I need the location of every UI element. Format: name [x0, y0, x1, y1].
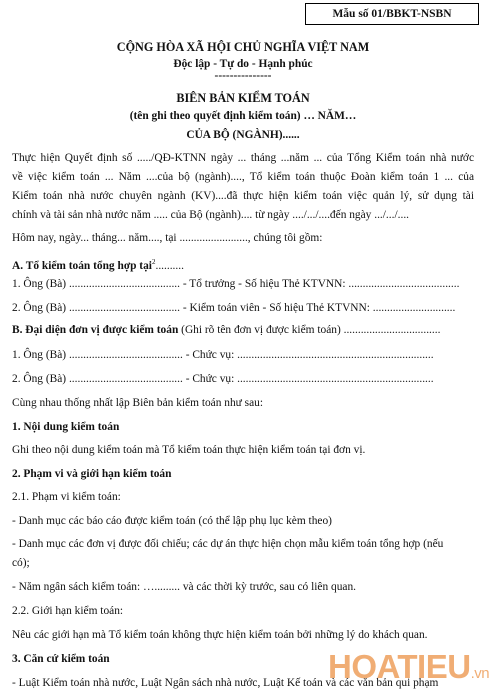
intro-line-3: Kiểm toán nhà nước chuyên ngành (KV)....đã thực hiện kiểm toán việc quản lý, sử dụng tài [12, 190, 474, 202]
section-b-note: (Ghi rõ tên đơn vị được kiểm toán) .................................. [178, 324, 441, 336]
country-name: CỘNG HÒA XÃ HỘI CHỦ NGHĨA VIỆT NAM [116, 40, 370, 54]
watermark-brand [328, 648, 489, 686]
section-1-heading: 1. Nội dung kiểm toán [12, 421, 120, 433]
section-a-heading [12, 255, 474, 273]
section-a-member-2: 2. Ông (Bà) ....................................... - Kiểm toán viên - Số hiệu Thẻ KTVNN: ............................. [12, 302, 456, 314]
section-2-heading: 2. Phạm vi và giới hạn kiểm toán [12, 468, 172, 480]
form-code-box: Mẫu số 01/BBKT-NSBN [305, 3, 479, 25]
section-b-heading [12, 323, 474, 337]
watermark-brand-text: HOATIEU [328, 648, 471, 685]
agreement-line: Cùng nhau thống nhất lập Biên bản kiểm toán như sau: [12, 397, 264, 409]
watermark-logo [326, 644, 489, 690]
section-a-tail: .......... [155, 259, 184, 272]
section-2-1-title: 2.1. Phạm vi kiểm toán: [12, 491, 121, 503]
scope-item-2-cont: có); [12, 557, 30, 569]
scope-item-2: - Danh mục các đơn vị được đối chiếu; các dự án thực hiện chọn mẫu kiểm toán tổng hợp (nếu [12, 538, 444, 550]
separator: --------------- [214, 70, 272, 82]
section-a-title: A. Tổ kiểm toán tổng hợp tại [12, 259, 152, 272]
document-title: BIÊN BẢN KIỂM TOÁN [176, 91, 310, 105]
meeting-line: Hôm nay, ngày... tháng... năm...., tại ........................, chúng tôi gồm: [12, 232, 323, 244]
intro-line-1: Thực hiện Quyết định số ...../QĐ-KTNN ngày ... tháng ...năm ... của Tổng Kiểm toán nhà nước [12, 152, 474, 164]
agency-line: CỦA BỘ (NGÀNH)...... [186, 129, 300, 141]
intro-line-2: về việc kiểm toán ... Năm ....của bộ (ngành)...., Tổ kiểm toán thuộc Đoàn kiểm toán 1 ... của [12, 171, 474, 183]
scope-item-3: - Năm ngân sách kiểm toán: …......... và các thời kỳ trước, sau có liên quan. [12, 581, 357, 593]
section-2-2-title: 2.2. Giới hạn kiểm toán: [12, 605, 124, 617]
footnote-mark: 2 [151, 258, 156, 266]
section-3-heading: 3. Căn cứ kiểm toán [12, 653, 110, 665]
section-b-title: B. Đại diện đơn vị được kiểm toán [12, 324, 179, 336]
section-1-text: Ghi theo nội dung kiểm toán mà Tổ kiểm toán thực hiện kiểm toán tại đơn vị. [12, 444, 366, 456]
intro-line-4: chính và tài sản nhà nước năm ..... của Bộ (ngành).... từ ngày ..../.../....đến ngày .../.../.... [12, 209, 410, 221]
document-subtitle: (tên ghi theo quyết định kiểm toán) … NĂM… [129, 110, 357, 122]
section-a-member-1: 1. Ông (Bà) ....................................... - Tổ trưởng - Số hiệu Thẻ KTVNN: ....................................... [12, 278, 460, 290]
limit-text: Nêu các giới hạn mà Tổ kiểm toán không thực hiện kiểm toán bởi những lý do khách quan. [12, 629, 428, 641]
section-3-text: - Luật Kiểm toán nhà nước, Luật Ngân sách nhà nước, Luật Kế toán và các văn bản qui phạm [12, 677, 439, 689]
watermark-suffix: .vn [470, 665, 489, 682]
scope-item-1: - Danh mục các báo cáo được kiểm toán (có thể lập phụ lục kèm theo) [12, 515, 332, 527]
motto: Độc lập - Tự do - Hạnh phúc [173, 58, 313, 70]
section-b-member-1: 1. Ông (Bà) ........................................ - Chức vụ: ..................................................................... [12, 349, 434, 361]
section-b-member-2: 2. Ông (Bà) ........................................ - Chức vụ: ..................................................................... [12, 373, 434, 385]
